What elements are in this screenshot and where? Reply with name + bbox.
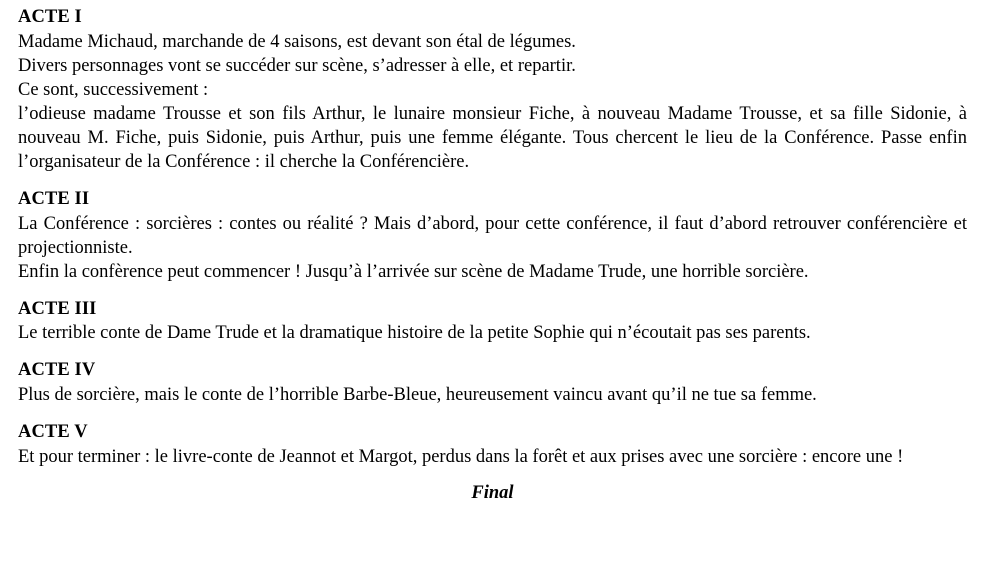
act-block-3: [18, 298, 967, 346]
act-paragraph: Enfin la confèrence peut commencer ! Jusqu’à l’arrivée sur scène de Madame Trude, une horrible sorcière.: [18, 261, 809, 282]
final-label: Final: [471, 482, 514, 503]
act-paragraph: l’odieuse madame Trousse et son fils Arthur, le lunaire monsieur Fiche, à nouveau Madame Trousse, et sa fille Sidonie, à nouveau M. Fiche, puis Sidonie, puis Arthur, puis une femme élégante. Tous chercent le lieu de la Conférence. Passe enfin l’organisateur de la Conférence : il cherche la Conférencière.: [18, 103, 967, 172]
act-title: ACTE II: [18, 188, 90, 209]
act-paragraph: Ce sont, successivement :: [18, 79, 209, 100]
act-block-1: [18, 6, 967, 174]
act-title: ACTE V: [18, 422, 88, 443]
act-paragraph: Plus de sorcière, mais le conte de l’horrible Barbe-Bleue, heureusement vaincu avant qu’il ne tue sa femme.: [18, 385, 817, 406]
act-block-4: [18, 359, 967, 407]
act-block-2: [18, 188, 967, 284]
act-block-5: [18, 421, 967, 469]
act-title: ACTE III: [18, 298, 97, 319]
act-title: ACTE IV: [18, 360, 96, 381]
act-paragraph: Et pour terminer : le livre-conte de Jeannot et Margot, perdus dans la forêt et aux prises avec une sorcière : encore une !: [18, 446, 904, 467]
act-title: ACTE I: [18, 7, 82, 27]
act-paragraph: Madame Michaud, marchande de 4 saisons, est devant son étal de légumes.: [18, 31, 576, 52]
act-paragraph: Le terrible conte de Dame Trude et la dramatique histoire de la petite Sophie qui n’écoutait pas ses parents.: [18, 323, 811, 344]
act-paragraph: La Conférence : sorcières : contes ou réalité ? Mais d’abord, pour cette conférence, il faut d’abord retrouver conférencière et projectionniste.: [18, 213, 967, 258]
act-paragraph: Divers personnages vont se succéder sur scène, s’adresser à elle, et repartir.: [18, 55, 576, 76]
